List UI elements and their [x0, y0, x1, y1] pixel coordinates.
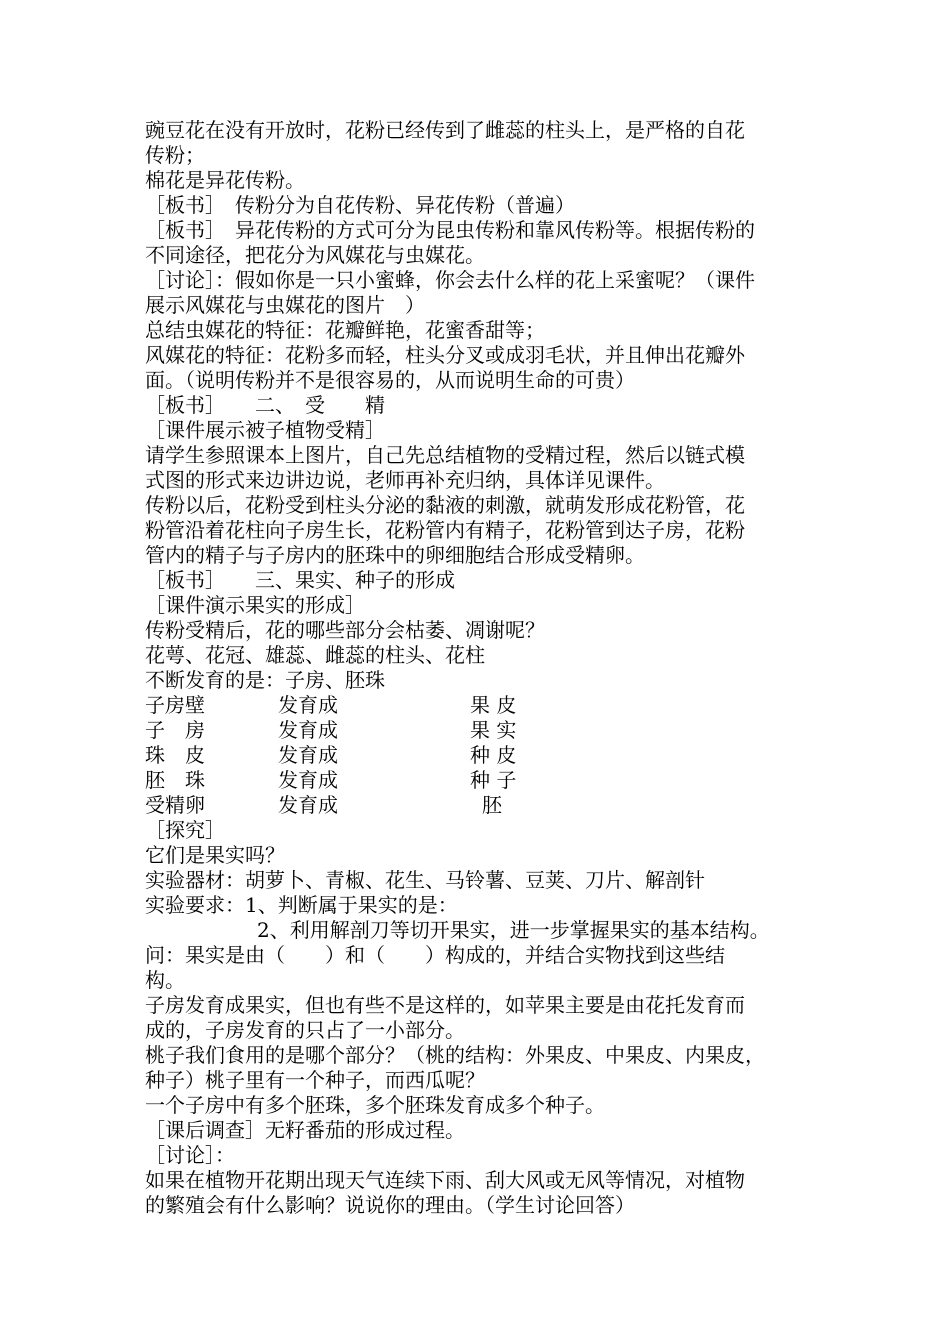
table-cell-part: 珠 皮 — [145, 743, 205, 767]
paragraph: 不同途径，把花分为风媒花与虫媒花。 — [145, 243, 485, 267]
paragraph: 请学生参照课本上图片，自己先总结植物的受精过程，然后以链式模 — [145, 443, 745, 467]
table-cell-result: 种 皮 — [470, 743, 517, 767]
board-note: ［板书］ 二、 受 精 — [145, 393, 385, 417]
table-cell-part: 胚 珠 — [145, 768, 205, 792]
paragraph: 如果在植物开花期出现天气连续下雨、刮大风或无风等情况，对植物 — [145, 1168, 745, 1192]
experiment-requirement: 2、利用解剖刀等切开果实，进一步掌握果实的基本结构。 — [257, 918, 770, 942]
table-cell-verb: 发育成 — [278, 793, 338, 817]
paragraph: 传粉以后，花粉受到柱头分泌的黏液的刺激，就萌发形成花粉管，花 — [145, 493, 745, 517]
document-body — [145, 118, 817, 1218]
table-row — [145, 718, 817, 743]
discussion: ［讨论］： — [145, 1143, 235, 1167]
table-cell-verb: 发育成 — [278, 768, 338, 792]
table-cell-result: 果 皮 — [470, 693, 517, 717]
paragraph: 式图的形式来边讲边说，老师再补充归纳，具体详见课件。 — [145, 468, 665, 492]
table-cell-result: 胚 — [482, 793, 502, 817]
paragraph: 粉管沿着花柱向子房生长，花粉管内有精子，花粉管到达子房，花粉 — [145, 518, 745, 542]
paragraph: 传粉； — [145, 143, 205, 167]
paragraph: 的繁殖会有什么影响？说说你的理由。（学生讨论回答） — [145, 1193, 635, 1217]
table-cell-part: 子房壁 — [145, 693, 205, 717]
development-table — [145, 693, 817, 818]
experiment-materials: 实验器材：胡萝卜、青椒、花生、马铃薯、豆荚、刀片、解剖针 — [145, 868, 705, 892]
table-cell-result: 果 实 — [470, 718, 517, 742]
paragraph: 管内的精子与子房内的胚珠中的卵细胞结合形成受精卵。 — [145, 543, 645, 567]
table-row — [145, 693, 817, 718]
explore-tag: ［探究］ — [145, 818, 225, 842]
board-note: ［板书］ 三、果实、种子的形成 — [145, 568, 455, 592]
paragraph: 棉花是异花传粉。 — [145, 168, 305, 192]
table-cell-verb: 发育成 — [278, 693, 338, 717]
question-line — [145, 943, 817, 968]
paragraph: 构。 — [145, 968, 185, 992]
survey-note: ［课后调查］无籽番茄的形成过程。 — [145, 1118, 465, 1142]
question-part: ）构成的，并结合实物找到这些结 — [425, 943, 725, 967]
paragraph: 豌豆花在没有开放时，花粉已经传到了雌蕊的柱头上，是严格的自花 — [145, 118, 745, 142]
paragraph: 它们是果实吗？ — [145, 843, 285, 867]
table-row — [145, 743, 817, 768]
question-part: 问：果实是由（ — [145, 943, 285, 967]
paragraph: 展示风媒花与虫媒花的图片 ） — [145, 293, 425, 317]
table-row — [145, 793, 817, 818]
table-cell-part: 受精卵 — [145, 793, 205, 817]
paragraph: 种子）桃子里有一个种子，而西瓜呢？ — [145, 1068, 485, 1092]
table-row — [145, 768, 817, 793]
paragraph: 总结虫媒花的特征：花瓣鲜艳，花蜜香甜等； — [145, 318, 545, 342]
courseware-note: ［课件演示果实的形成］ — [145, 593, 365, 617]
paragraph: 花萼、花冠、雄蕊、雌蕊的柱头、花柱 — [145, 643, 485, 667]
paragraph: 不断发育的是：子房、胚珠 — [145, 668, 385, 692]
paragraph: 子房发育成果实，但也有些不是这样的，如苹果主要是由花托发育而 — [145, 993, 745, 1017]
discussion: ［讨论］：假如你是一只小蜜蜂，你会去什么样的花上采蜜呢？（课件 — [145, 268, 755, 292]
paragraph: 成的，子房发育的只占了一小部分。 — [145, 1018, 465, 1042]
table-cell-part: 子 房 — [145, 718, 205, 742]
table-cell-result: 种 子 — [470, 768, 517, 792]
paragraph: 面。（说明传粉并不是很容易的，从而说明生命的可贵） — [145, 368, 635, 392]
table-cell-verb: 发育成 — [278, 718, 338, 742]
paragraph: 一个子房中有多个胚珠，多个胚珠发育成多个种子。 — [145, 1093, 605, 1117]
courseware-note: ［课件展示被子植物受精］ — [145, 418, 385, 442]
board-note: ［板书］ 异花传粉的方式可分为昆虫传粉和靠风传粉等。根据传粉的 — [145, 218, 755, 242]
paragraph: 传粉受精后，花的哪些部分会枯萎、凋谢呢？ — [145, 618, 545, 642]
question-part: ）和（ — [325, 943, 385, 967]
experiment-requirement: 实验要求：1、判断属于果实的是： — [145, 893, 458, 917]
paragraph: 风媒花的特征：花粉多而轻，柱头分叉或成羽毛状，并且伸出花瓣外 — [145, 343, 745, 367]
paragraph: 桃子我们食用的是哪个部分？（桃的结构：外果皮、中果皮、内果皮， — [145, 1043, 765, 1067]
table-cell-verb: 发育成 — [278, 743, 338, 767]
board-note: ［板书］ 传粉分为自花传粉、异花传粉（普遍） — [145, 193, 575, 217]
